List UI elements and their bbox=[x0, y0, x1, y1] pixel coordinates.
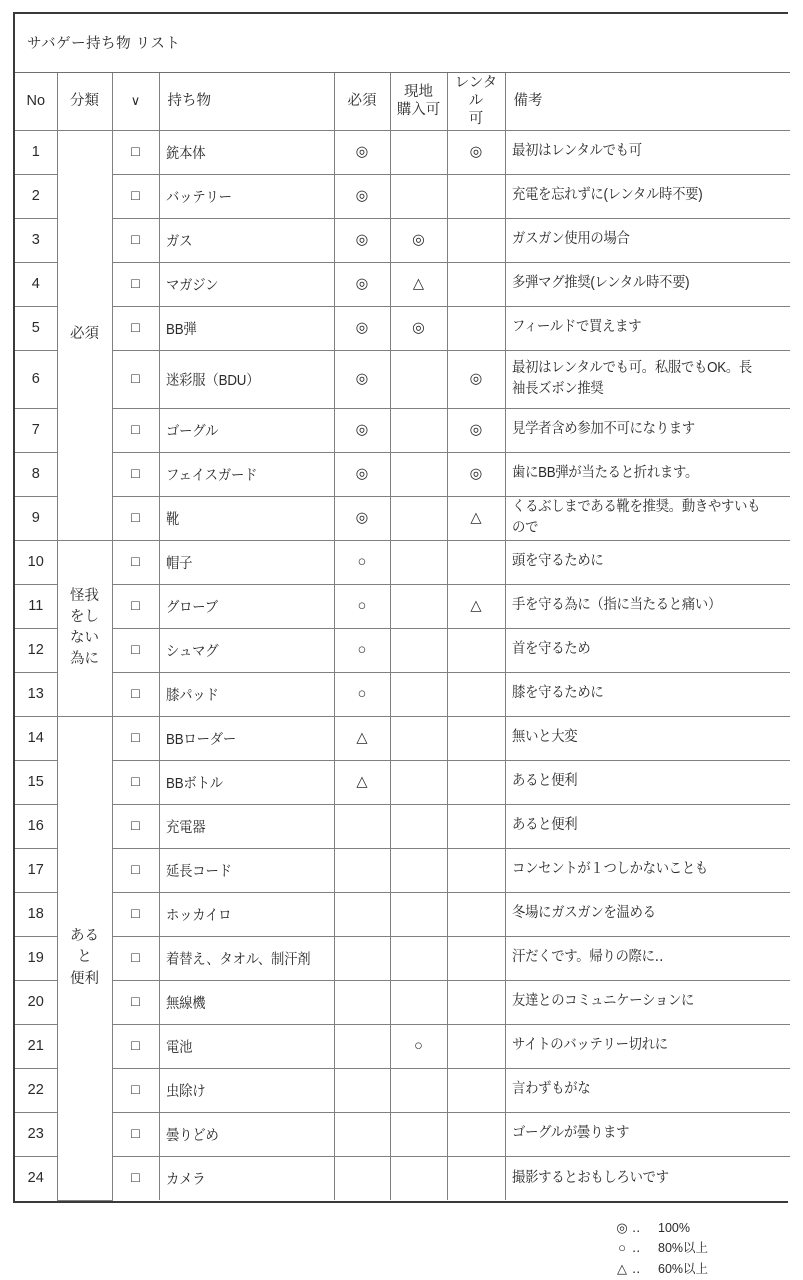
category-cell bbox=[57, 540, 112, 716]
item-name-label: マガジン bbox=[165, 277, 218, 294]
required-mark-cell: △ bbox=[334, 716, 390, 760]
item-name-label: ガス bbox=[165, 233, 192, 250]
column-header-remark: 備考 bbox=[505, 72, 790, 130]
checkbox-cell[interactable]: □ bbox=[112, 584, 159, 628]
onsite-purchase-mark-cell: ◎ bbox=[390, 306, 447, 350]
remark-label: くるぶしまである靴を推奨。動きやすいもので bbox=[511, 498, 760, 536]
rental-mark-cell: ◎ bbox=[447, 130, 505, 174]
checkbox-cell[interactable]: □ bbox=[112, 672, 159, 716]
item-name-cell bbox=[159, 408, 334, 452]
column-header-check: ∨ bbox=[112, 72, 159, 130]
column-header-category: 分類 bbox=[57, 72, 112, 130]
row-number-cell: 23 bbox=[15, 1112, 57, 1156]
category-label-line: 為に bbox=[70, 651, 99, 668]
item-name-cell bbox=[159, 672, 334, 716]
remark-label: 撮影するとおもしろいです bbox=[511, 1169, 669, 1186]
item-name-label: 銃本体 bbox=[165, 145, 205, 162]
required-mark-cell bbox=[334, 848, 390, 892]
required-mark-cell bbox=[334, 936, 390, 980]
required-mark-cell: ◎ bbox=[334, 452, 390, 496]
remark-label: 無いと大変 bbox=[511, 729, 577, 746]
remark-cell bbox=[505, 1024, 790, 1068]
required-mark-cell bbox=[334, 1156, 390, 1200]
item-name-label: グローブ bbox=[165, 599, 218, 616]
checkbox-cell[interactable]: □ bbox=[112, 408, 159, 452]
item-name-label: 虫除け bbox=[165, 1083, 205, 1100]
checkbox-cell[interactable]: □ bbox=[112, 130, 159, 174]
table-row bbox=[15, 1068, 790, 1112]
row-number-cell: 16 bbox=[15, 804, 57, 848]
onsite-purchase-mark-cell: △ bbox=[390, 262, 447, 306]
row-number-cell: 19 bbox=[15, 936, 57, 980]
checkbox-cell[interactable]: □ bbox=[112, 1068, 159, 1112]
required-mark-cell: ◎ bbox=[334, 350, 390, 408]
item-name-cell bbox=[159, 892, 334, 936]
row-number-cell: 5 bbox=[15, 306, 57, 350]
item-name-label: BBボトル bbox=[165, 775, 223, 792]
item-name-cell bbox=[159, 1156, 334, 1200]
required-mark-cell: ◎ bbox=[334, 130, 390, 174]
checkbox-cell[interactable]: □ bbox=[112, 804, 159, 848]
remark-cell bbox=[505, 848, 790, 892]
row-number-cell: 24 bbox=[15, 1156, 57, 1200]
required-mark-cell: ○ bbox=[334, 672, 390, 716]
row-number-cell: 2 bbox=[15, 174, 57, 218]
remark-cell bbox=[505, 130, 790, 174]
item-name-cell bbox=[159, 262, 334, 306]
item-name-cell bbox=[159, 804, 334, 848]
row-number-cell: 14 bbox=[15, 716, 57, 760]
rental-mark-cell: △ bbox=[447, 496, 505, 540]
item-name-cell bbox=[159, 540, 334, 584]
onsite-purchase-mark-cell bbox=[390, 760, 447, 804]
required-mark-cell: ○ bbox=[334, 628, 390, 672]
checkbox-cell[interactable]: □ bbox=[112, 218, 159, 262]
remark-label: フィールドで買えます bbox=[511, 319, 641, 336]
table-row bbox=[15, 716, 790, 760]
onsite-purchase-mark-cell bbox=[390, 716, 447, 760]
item-name-label: ホッカイロ bbox=[165, 907, 231, 924]
required-mark-cell: ◎ bbox=[334, 496, 390, 540]
remark-label: 手を守る為に（指に当たると痛い） bbox=[511, 597, 721, 614]
onsite-purchase-mark-cell: ◎ bbox=[390, 218, 447, 262]
row-number-cell: 7 bbox=[15, 408, 57, 452]
required-mark-cell: ◎ bbox=[334, 408, 390, 452]
checkbox-cell[interactable]: □ bbox=[112, 760, 159, 804]
rental-mark-cell bbox=[447, 936, 505, 980]
rental-mark-cell: △ bbox=[447, 584, 505, 628]
rental-mark-cell bbox=[447, 1112, 505, 1156]
checkbox-cell[interactable]: □ bbox=[112, 350, 159, 408]
row-number-cell: 3 bbox=[15, 218, 57, 262]
rental-mark-cell bbox=[447, 540, 505, 584]
onsite-purchase-mark-cell bbox=[390, 628, 447, 672]
table-row bbox=[15, 452, 790, 496]
row-number-cell: 4 bbox=[15, 262, 57, 306]
checkbox-cell[interactable]: □ bbox=[112, 936, 159, 980]
required-mark-cell: ◎ bbox=[334, 262, 390, 306]
checkbox-cell[interactable]: □ bbox=[112, 1112, 159, 1156]
rental-mark-cell bbox=[447, 1024, 505, 1068]
table-row bbox=[15, 672, 790, 716]
checkbox-cell[interactable]: □ bbox=[112, 628, 159, 672]
checkbox-cell[interactable]: □ bbox=[112, 496, 159, 540]
onsite-purchase-mark-cell bbox=[390, 452, 447, 496]
remark-cell bbox=[505, 540, 790, 584]
row-number-cell: 20 bbox=[15, 980, 57, 1024]
row-number-cell: 6 bbox=[15, 350, 57, 408]
table-row bbox=[15, 1112, 790, 1156]
required-mark-cell: ◎ bbox=[334, 218, 390, 262]
remark-label: 汗だくです。帰りの際に‥ bbox=[511, 949, 663, 966]
remark-cell bbox=[505, 760, 790, 804]
remark-label: コンセントが１つしかないことも bbox=[511, 861, 708, 878]
remark-cell bbox=[505, 804, 790, 848]
page-title: サバゲー持ち物 リスト bbox=[15, 14, 790, 72]
onsite-purchase-mark-cell bbox=[390, 350, 447, 408]
remark-label: 頭を守るために bbox=[511, 553, 603, 570]
remark-label: サイトのバッテリー切れに bbox=[511, 1037, 668, 1054]
item-name-cell bbox=[159, 350, 334, 408]
table-row bbox=[15, 262, 790, 306]
checklist-table-container bbox=[13, 12, 788, 1203]
item-name-cell bbox=[159, 452, 334, 496]
required-mark-cell: ◎ bbox=[334, 306, 390, 350]
column-header-onsite bbox=[390, 72, 447, 130]
remark-cell bbox=[505, 892, 790, 936]
onsite-purchase-mark-cell bbox=[390, 804, 447, 848]
legend-symbol-icon: △ bbox=[617, 1260, 627, 1276]
legend-value: 80%以上 bbox=[658, 1241, 709, 1256]
item-name-label: 帽子 bbox=[165, 555, 192, 572]
item-name-label: 充電器 bbox=[165, 819, 205, 836]
row-number-cell: 1 bbox=[15, 130, 57, 174]
column-header-onsite-line2: 購入可 bbox=[396, 102, 441, 118]
remark-cell bbox=[505, 408, 790, 452]
onsite-purchase-mark-cell bbox=[390, 848, 447, 892]
table-row bbox=[15, 1024, 790, 1068]
remark-label: あると便利 bbox=[511, 817, 577, 834]
checkbox-cell[interactable]: □ bbox=[112, 262, 159, 306]
legend-dots: ‥ bbox=[632, 1221, 640, 1235]
row-number-cell: 10 bbox=[15, 540, 57, 584]
remark-cell bbox=[505, 218, 790, 262]
rental-mark-cell bbox=[447, 306, 505, 350]
remark-cell bbox=[505, 716, 790, 760]
item-name-cell bbox=[159, 716, 334, 760]
item-name-label: 延長コード bbox=[165, 863, 232, 880]
item-name-label: シュマグ bbox=[165, 643, 218, 660]
table-row bbox=[15, 540, 790, 584]
item-name-cell bbox=[159, 584, 334, 628]
remark-cell bbox=[505, 262, 790, 306]
remark-label: ガスガン使用の場合 bbox=[511, 231, 630, 248]
legend-symbol-icon: ◎ bbox=[616, 1220, 628, 1235]
item-name-label: ゴーグル bbox=[165, 423, 218, 440]
remark-label: 膝を守るために bbox=[511, 685, 603, 702]
checkbox-cell[interactable]: □ bbox=[112, 174, 159, 218]
table-row bbox=[15, 980, 790, 1024]
item-name-label: 無線機 bbox=[165, 995, 205, 1012]
onsite-purchase-mark-cell bbox=[390, 174, 447, 218]
column-header-rental-line1: レンタル bbox=[454, 74, 498, 109]
rental-mark-cell bbox=[447, 760, 505, 804]
table-row bbox=[15, 628, 790, 672]
item-name-label: 電池 bbox=[165, 1039, 192, 1056]
onsite-purchase-mark-cell bbox=[390, 892, 447, 936]
item-name-label: 迷彩服（BDU） bbox=[165, 372, 259, 389]
checkbox-cell[interactable]: □ bbox=[112, 848, 159, 892]
row-number-cell: 22 bbox=[15, 1068, 57, 1112]
table-row bbox=[15, 1156, 790, 1200]
rental-mark-cell bbox=[447, 218, 505, 262]
required-mark-cell: △ bbox=[334, 760, 390, 804]
onsite-purchase-mark-cell bbox=[390, 130, 447, 174]
item-name-cell bbox=[159, 936, 334, 980]
rental-mark-cell bbox=[447, 628, 505, 672]
rental-mark-cell bbox=[447, 804, 505, 848]
item-name-cell bbox=[159, 1112, 334, 1156]
rental-mark-cell: ◎ bbox=[447, 350, 505, 408]
remark-cell bbox=[505, 350, 790, 408]
table-row bbox=[15, 848, 790, 892]
table-row bbox=[15, 936, 790, 980]
checkbox-cell[interactable]: □ bbox=[112, 306, 159, 350]
remark-label: 最初はレンタルでも可 bbox=[511, 143, 642, 160]
rental-mark-cell: ◎ bbox=[447, 452, 505, 496]
checkbox-cell[interactable]: □ bbox=[112, 452, 159, 496]
category-cell: 必須 bbox=[57, 130, 112, 540]
item-name-label: 着替え、タオル、制汗剤 bbox=[165, 951, 310, 968]
item-name-cell bbox=[159, 1068, 334, 1112]
required-mark-cell bbox=[334, 892, 390, 936]
rental-mark-cell bbox=[447, 174, 505, 218]
item-name-cell bbox=[159, 306, 334, 350]
item-name-label: カメラ bbox=[165, 1171, 205, 1188]
column-header-rental bbox=[447, 72, 505, 130]
category-label-line: をしない bbox=[70, 608, 99, 646]
legend-item bbox=[612, 1259, 792, 1279]
column-header-rental-line2: 可 bbox=[468, 111, 484, 128]
legend bbox=[612, 1218, 792, 1279]
remark-label: 最初はレンタルでも可。私服でもOK。長袖長ズボン推奨 bbox=[511, 359, 752, 397]
legend-dots: ‥ bbox=[632, 1241, 640, 1256]
rental-mark-cell bbox=[447, 1156, 505, 1200]
column-header-item: 持ち物 bbox=[159, 72, 334, 130]
remark-cell bbox=[505, 174, 790, 218]
row-number-cell: 9 bbox=[15, 496, 57, 540]
required-mark-cell bbox=[334, 1068, 390, 1112]
remark-label: 多弾マグ推奨(レンタル時不要) bbox=[511, 275, 689, 292]
row-number-cell: 13 bbox=[15, 672, 57, 716]
remark-label: あると便利 bbox=[511, 773, 577, 790]
item-name-cell bbox=[159, 760, 334, 804]
table-row bbox=[15, 804, 790, 848]
row-number-cell: 12 bbox=[15, 628, 57, 672]
legend-item bbox=[612, 1238, 792, 1258]
item-name-cell bbox=[159, 130, 334, 174]
onsite-purchase-mark-cell bbox=[390, 1112, 447, 1156]
remark-cell bbox=[505, 496, 790, 540]
rental-mark-cell bbox=[447, 848, 505, 892]
onsite-purchase-mark-cell bbox=[390, 540, 447, 584]
remark-label: 充電を忘れずに(レンタル時不要) bbox=[511, 187, 702, 204]
checkbox-cell[interactable]: □ bbox=[112, 892, 159, 936]
item-name-label: BB弾 bbox=[165, 321, 197, 338]
required-mark-cell: ◎ bbox=[334, 174, 390, 218]
onsite-purchase-mark-cell bbox=[390, 584, 447, 628]
onsite-purchase-mark-cell bbox=[390, 408, 447, 452]
legend-item bbox=[612, 1218, 792, 1238]
remark-cell bbox=[505, 1068, 790, 1112]
item-name-cell bbox=[159, 848, 334, 892]
remark-label: 歯にBB弾が当たると折れます。 bbox=[511, 465, 698, 482]
item-name-cell bbox=[159, 628, 334, 672]
remark-label: 首を守るため bbox=[511, 641, 590, 658]
rental-mark-cell bbox=[447, 980, 505, 1024]
column-header-no: No bbox=[15, 72, 57, 130]
row-number-cell: 8 bbox=[15, 452, 57, 496]
required-mark-cell bbox=[334, 1024, 390, 1068]
table-row bbox=[15, 584, 790, 628]
item-name-cell bbox=[159, 218, 334, 262]
checkbox-cell[interactable]: □ bbox=[112, 1156, 159, 1200]
title-row bbox=[15, 14, 790, 72]
remark-label: 言わずもがな bbox=[511, 1081, 590, 1098]
checkbox-cell[interactable]: □ bbox=[112, 980, 159, 1024]
required-mark-cell bbox=[334, 1112, 390, 1156]
checklist-table bbox=[15, 14, 790, 1201]
table-row bbox=[15, 130, 790, 174]
remark-cell bbox=[505, 628, 790, 672]
rental-mark-cell bbox=[447, 1068, 505, 1112]
row-number-cell: 21 bbox=[15, 1024, 57, 1068]
item-name-label: 靴 bbox=[165, 511, 179, 528]
required-mark-cell: ○ bbox=[334, 540, 390, 584]
remark-cell bbox=[505, 452, 790, 496]
category-label-line: 便利 bbox=[70, 970, 99, 987]
rental-mark-cell: ◎ bbox=[447, 408, 505, 452]
legend-dots: ‥ bbox=[632, 1261, 640, 1276]
remark-cell bbox=[505, 306, 790, 350]
table-row bbox=[15, 174, 790, 218]
rental-mark-cell bbox=[447, 672, 505, 716]
column-header-required: 必須 bbox=[334, 72, 390, 130]
onsite-purchase-mark-cell: ○ bbox=[390, 1024, 447, 1068]
remark-label: 冬場にガスガンを温める bbox=[511, 905, 656, 922]
table-row bbox=[15, 760, 790, 804]
remark-label: ゴーグルが曇ります bbox=[511, 1125, 629, 1142]
column-header-onsite-line1: 現地 bbox=[404, 83, 433, 100]
row-number-cell: 18 bbox=[15, 892, 57, 936]
table-row bbox=[15, 892, 790, 936]
remark-cell bbox=[505, 980, 790, 1024]
table-row bbox=[15, 218, 790, 262]
remark-cell bbox=[505, 672, 790, 716]
onsite-purchase-mark-cell bbox=[390, 1156, 447, 1200]
item-name-cell bbox=[159, 174, 334, 218]
checkbox-cell[interactable]: □ bbox=[112, 540, 159, 584]
remark-cell bbox=[505, 936, 790, 980]
item-name-cell bbox=[159, 1024, 334, 1068]
required-mark-cell bbox=[334, 804, 390, 848]
rental-mark-cell bbox=[447, 716, 505, 760]
item-name-label: 曇りどめ bbox=[165, 1127, 219, 1144]
item-name-label: バッテリー bbox=[165, 189, 232, 206]
required-mark-cell: ○ bbox=[334, 584, 390, 628]
row-number-cell: 15 bbox=[15, 760, 57, 804]
rental-mark-cell bbox=[447, 262, 505, 306]
legend-value: 60%以上 bbox=[658, 1261, 709, 1276]
legend-value: 100% bbox=[658, 1221, 690, 1235]
table-row bbox=[15, 306, 790, 350]
item-name-label: 膝パッド bbox=[165, 687, 219, 704]
onsite-purchase-mark-cell bbox=[390, 496, 447, 540]
table-row bbox=[15, 350, 790, 408]
checkbox-cell[interactable]: □ bbox=[112, 1024, 159, 1068]
remark-label: 見学者含め参加不可になります bbox=[511, 421, 695, 438]
item-name-label: フェイスガード bbox=[165, 467, 257, 484]
item-name-cell bbox=[159, 980, 334, 1024]
item-name-cell bbox=[159, 496, 334, 540]
remark-label: 友達とのコミュニケーションに bbox=[511, 993, 694, 1010]
table-header-row bbox=[15, 72, 790, 130]
checkbox-cell[interactable]: □ bbox=[112, 716, 159, 760]
category-cell bbox=[57, 716, 112, 1200]
row-number-cell: 17 bbox=[15, 848, 57, 892]
onsite-purchase-mark-cell bbox=[390, 1068, 447, 1112]
onsite-purchase-mark-cell bbox=[390, 672, 447, 716]
category-label-line: 怪我 bbox=[70, 587, 99, 604]
category-label-line: あると bbox=[70, 928, 99, 966]
onsite-purchase-mark-cell bbox=[390, 980, 447, 1024]
remark-cell bbox=[505, 1112, 790, 1156]
table-row bbox=[15, 496, 790, 540]
table-row bbox=[15, 408, 790, 452]
rental-mark-cell bbox=[447, 892, 505, 936]
row-number-cell: 11 bbox=[15, 584, 57, 628]
onsite-purchase-mark-cell bbox=[390, 936, 447, 980]
remark-cell bbox=[505, 1156, 790, 1200]
legend-symbol-icon: ○ bbox=[618, 1240, 626, 1256]
required-mark-cell bbox=[334, 980, 390, 1024]
item-name-label: BBローダー bbox=[165, 731, 236, 748]
remark-cell bbox=[505, 584, 790, 628]
